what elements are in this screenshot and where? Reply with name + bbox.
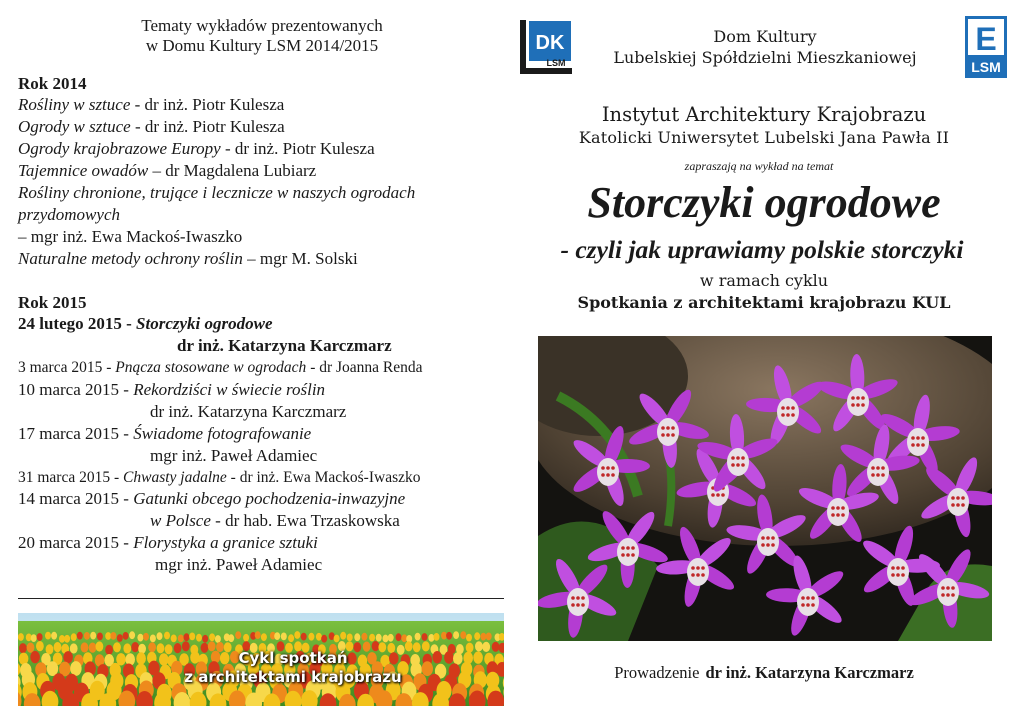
banner-caption-line-1: Cykl spotkań bbox=[238, 649, 348, 667]
tulip-flower bbox=[441, 632, 447, 640]
tulip-flower bbox=[150, 635, 156, 643]
tulip-flower bbox=[434, 633, 440, 641]
tulip-flower bbox=[453, 652, 463, 664]
year-2015-section bbox=[18, 293, 513, 576]
lecture-speaker-line bbox=[18, 554, 513, 576]
tulip-flower bbox=[453, 631, 459, 639]
organizer-line-1: Dom Kultury bbox=[713, 27, 817, 46]
tulip-flower bbox=[19, 643, 27, 653]
tulip-flower bbox=[376, 634, 382, 642]
lecture-item bbox=[18, 357, 513, 379]
tulip-flower bbox=[196, 634, 202, 642]
lecture-item-continued bbox=[18, 510, 513, 532]
tulip-flower bbox=[466, 634, 472, 642]
tulip-flower bbox=[274, 632, 280, 640]
tulip-flower bbox=[117, 634, 123, 642]
lecture-speaker-line bbox=[18, 445, 513, 467]
cycle-intro: w ramach cyklu bbox=[699, 271, 829, 290]
tulip-flower bbox=[473, 651, 483, 663]
tulip-flower bbox=[446, 632, 452, 640]
lecture-date: 17 marca 2015 - bbox=[18, 423, 134, 443]
tulip-flower bbox=[138, 644, 146, 654]
lecture-speaker: mgr inż. Paweł Adamiec bbox=[155, 555, 323, 574]
tulip-flower bbox=[255, 631, 261, 639]
elsm-logo-text: LSM bbox=[971, 59, 1001, 75]
lecture-item bbox=[18, 116, 513, 138]
tulip-flower bbox=[288, 634, 294, 642]
tulip-flower bbox=[261, 633, 267, 641]
tulip-flower bbox=[482, 642, 490, 652]
lecture-speaker: – mgr inż. Ewa Mackoś-Iwaszko bbox=[18, 227, 243, 246]
tulip-flower bbox=[157, 632, 163, 640]
tulip-flower bbox=[137, 634, 143, 642]
lecture-item bbox=[18, 379, 513, 401]
dk-logo-subtext: LSM bbox=[546, 58, 566, 68]
tulip-flower bbox=[164, 632, 170, 640]
lecture-title: w Polsce bbox=[150, 511, 211, 530]
organizer-name bbox=[575, 26, 955, 68]
lecture-date: 31 marca 2015 - bbox=[18, 468, 124, 486]
tulip-flower bbox=[37, 633, 43, 641]
tulip-flower bbox=[301, 633, 307, 641]
lecture-subtitle: - czyli jak uprawiamy polskie storczyki bbox=[560, 235, 964, 264]
tulip-flower bbox=[334, 635, 340, 643]
tulip-flower bbox=[54, 642, 62, 652]
tulip-flower bbox=[96, 641, 104, 651]
tulip-flower bbox=[235, 631, 241, 639]
lecture-title: Świadome fotografowanie bbox=[133, 423, 312, 443]
section-divider bbox=[18, 598, 504, 599]
banner-caption bbox=[178, 649, 408, 687]
lecture-speaker-line bbox=[18, 226, 513, 248]
tulip-flower bbox=[369, 634, 375, 642]
tulip-flower bbox=[308, 633, 314, 641]
lecture-speaker: - dr inż. Ewa Mackoś-Iwaszko bbox=[226, 468, 421, 486]
tulip-flower bbox=[36, 641, 44, 651]
tulip-flower bbox=[428, 634, 434, 642]
tulip-flower bbox=[480, 633, 486, 641]
tulip-flower bbox=[466, 643, 474, 653]
lecture-item bbox=[18, 160, 513, 182]
lecture-title: Rośliny chronione, trujące i lecznicze w naszych ogrodach przydomowych bbox=[18, 183, 416, 224]
tulip-flower bbox=[202, 635, 208, 643]
tulip-flower bbox=[45, 632, 51, 640]
tulip-flower bbox=[215, 635, 221, 643]
lecture-title: Ogrody krajobrazowe Europy bbox=[18, 139, 221, 158]
lecture-speaker: - dr hab. Ewa Trzaskowska bbox=[210, 511, 400, 530]
lecture-item bbox=[18, 532, 513, 554]
tulip-flower bbox=[422, 633, 428, 641]
tulip-flower bbox=[27, 643, 35, 653]
tulip-flower bbox=[129, 631, 135, 639]
lecture-title: Chwasty jadalne bbox=[123, 468, 227, 486]
institute-name: Instytut Architektury Krajobrazu bbox=[601, 103, 927, 126]
tulip-flower bbox=[157, 643, 165, 653]
tulip-flower bbox=[70, 643, 78, 653]
tulip-flower bbox=[89, 643, 97, 653]
tulip-flower bbox=[81, 642, 89, 652]
lecture-title: Pnącza stosowane w ogrodach bbox=[115, 359, 307, 376]
tulip-flower bbox=[123, 632, 129, 640]
tulip-flower bbox=[432, 651, 442, 663]
tulip-flower bbox=[123, 643, 131, 653]
tulip-flower bbox=[184, 633, 190, 641]
tulip-flower bbox=[354, 633, 360, 641]
orchid-illustration bbox=[538, 336, 992, 641]
tulip-flower bbox=[460, 631, 466, 639]
lecture-title: Rekordziści w świecie roślin bbox=[133, 379, 326, 399]
tulip-flower bbox=[90, 632, 96, 640]
tulip-flower bbox=[31, 634, 37, 642]
tulip-flower bbox=[243, 634, 249, 642]
invitation-text: zapraszają na wykład na temat bbox=[684, 159, 834, 173]
lecture-item bbox=[18, 467, 513, 489]
year-2014-section bbox=[18, 74, 513, 270]
tulip-flower bbox=[383, 635, 389, 643]
lecture-item bbox=[18, 94, 513, 116]
tulip-flower bbox=[347, 634, 353, 642]
tulip-flower bbox=[148, 642, 156, 652]
lecture-title: Gatunki obcego pochodzenia-inwazyjne bbox=[133, 489, 406, 508]
dk-lsm-logo bbox=[519, 18, 573, 76]
tulip-flower bbox=[77, 632, 83, 640]
tulip-flower bbox=[486, 633, 492, 641]
tulip-flower bbox=[321, 635, 327, 643]
tulip-flower bbox=[415, 633, 421, 641]
tulip-flower bbox=[131, 642, 139, 652]
tulip-flower bbox=[171, 635, 177, 643]
tulip-flower bbox=[46, 644, 54, 654]
tulip-flower bbox=[422, 661, 433, 676]
tulip-flower bbox=[84, 632, 90, 640]
lecture-title: Florystyka a granice sztuki bbox=[133, 533, 318, 552]
tulip-flower bbox=[64, 635, 70, 643]
featured-lecture bbox=[18, 313, 513, 335]
header-line-1: Tematy wykładów prezentowanych bbox=[141, 16, 383, 35]
tulip-flower bbox=[59, 635, 65, 643]
lecture-speaker: – mgr M. Solski bbox=[242, 249, 358, 268]
lecture-date: 10 marca 2015 - bbox=[18, 379, 134, 399]
lecture-title: Tajemnice owadów bbox=[18, 161, 149, 180]
header-line-2: w Domu Kultury LSM 2014/2015 bbox=[145, 36, 379, 55]
tulip-flower bbox=[444, 651, 454, 663]
organizer-line-2: Lubelskiej Spółdzielni Mieszkaniowej bbox=[613, 48, 917, 67]
lecture-speaker: - dr Joanna Renda bbox=[306, 359, 423, 376]
tulip-flower bbox=[316, 633, 322, 641]
tulip-flower bbox=[294, 631, 300, 639]
lecture-date: 3 marca 2015 - bbox=[18, 359, 116, 376]
lecture-title: Rośliny w sztuce bbox=[18, 95, 131, 114]
tulip-flower bbox=[396, 633, 402, 641]
tulip-flower bbox=[492, 642, 500, 652]
tulip-flower bbox=[159, 653, 169, 665]
tulip-flower bbox=[228, 634, 234, 642]
tulip-flower bbox=[422, 641, 430, 651]
lecture-date: 24 lutego 2015 - bbox=[18, 314, 137, 333]
lecture-item bbox=[18, 248, 513, 270]
dk-logo-text: DK bbox=[535, 32, 565, 54]
lecture-list-header bbox=[18, 16, 506, 56]
lecture-speaker-line bbox=[18, 401, 513, 423]
lecture-item bbox=[18, 423, 513, 445]
tulip-flower bbox=[413, 642, 421, 652]
lecture-item bbox=[18, 138, 513, 160]
orchid-photo bbox=[538, 336, 992, 641]
institute-block bbox=[520, 103, 1008, 148]
lecture-title: Storczyki ogrodowe bbox=[136, 314, 273, 333]
lecture-speaker: - dr inż. Piotr Kulesza bbox=[130, 95, 285, 114]
tulip-flower bbox=[136, 652, 146, 664]
tulip-flower bbox=[18, 633, 24, 641]
tulip-flower bbox=[474, 632, 480, 640]
cycle-name: Spotkania z architektami krajobrazu KUL bbox=[577, 293, 951, 312]
tulip-flower bbox=[361, 633, 367, 641]
tulip-flower bbox=[281, 633, 287, 641]
lecture-speaker: mgr inż. Paweł Adamiec bbox=[150, 445, 318, 465]
lecture-date: 14 marca 2015 - bbox=[18, 489, 134, 508]
tulip-flower bbox=[105, 632, 111, 640]
tulip-banner-image bbox=[18, 613, 504, 706]
year-2014-heading: Rok 2014 bbox=[18, 74, 87, 93]
tulip-flower bbox=[105, 645, 113, 655]
lecture-title-heading: Storczyki ogrodowe bbox=[587, 178, 941, 227]
presenter-line bbox=[520, 663, 1008, 683]
lecture-item bbox=[18, 488, 513, 510]
tulip-flower bbox=[209, 633, 215, 641]
tulip-flower bbox=[97, 633, 103, 641]
tulip-flower bbox=[113, 642, 121, 652]
tulip-flower bbox=[143, 633, 149, 641]
presenter-label: Prowadzenie bbox=[614, 663, 700, 682]
elsm-logo-letter: E bbox=[975, 21, 997, 57]
tulip-flower bbox=[19, 653, 29, 665]
banner-caption-line-2: z architektami krajobrazu bbox=[184, 668, 402, 686]
lecture-title: Naturalne metody ochrony roślin bbox=[18, 249, 243, 268]
tulip-flower bbox=[70, 661, 81, 676]
tulip-flower bbox=[71, 633, 77, 641]
tulip-flower bbox=[110, 632, 116, 640]
tulip-flower bbox=[388, 634, 394, 642]
lecture-speaker: dr inż. Katarzyna Karczmarz bbox=[150, 401, 347, 421]
tulip-flower bbox=[47, 661, 58, 676]
tulip-flower bbox=[475, 641, 483, 651]
elsm-logo bbox=[965, 16, 1007, 78]
tulip-flower bbox=[30, 651, 40, 663]
tulip-flower bbox=[165, 644, 173, 654]
featured-speaker: dr inż. Katarzyna Karczmarz bbox=[177, 336, 392, 355]
lecture-speaker: – dr Magdalena Lubiarz bbox=[148, 161, 317, 180]
lecture-item bbox=[18, 182, 513, 226]
tulip-flower bbox=[51, 632, 57, 640]
lecture-speaker: - dr inż. Piotr Kulesza bbox=[130, 117, 285, 136]
presenter-name: dr inż. Katarzyna Karczmarz bbox=[705, 663, 914, 682]
lecture-date: 20 marca 2015 - bbox=[18, 533, 134, 552]
tulip-flower bbox=[178, 635, 184, 643]
lecture-title: Ogrody w sztuce bbox=[18, 117, 131, 136]
year-2015-heading: Rok 2015 bbox=[18, 293, 87, 312]
tulip-flower bbox=[189, 633, 195, 641]
university-name: Katolicki Uniwersytet Lubelski Jana Pawła II bbox=[578, 128, 950, 147]
lecture-speaker: - dr inż. Piotr Kulesza bbox=[220, 139, 375, 158]
tulip-flower bbox=[340, 632, 346, 640]
